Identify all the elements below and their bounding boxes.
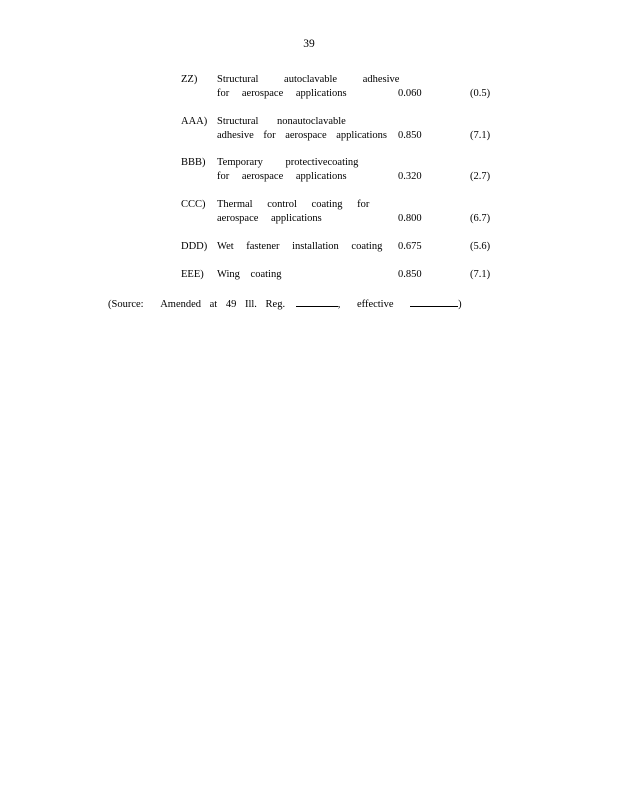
entry-value: 0.320: [398, 171, 422, 182]
entry-parenthetical-value: (6.7): [470, 213, 491, 224]
source-amended-text: Amended at 49 Ill. Reg.: [160, 299, 286, 310]
entry-parenthetical-value: (0.5): [470, 88, 491, 99]
entry-letter: CCC): [181, 199, 206, 210]
description-line: Structural nonautoclavable: [217, 116, 346, 127]
description-line: Wing coating: [217, 269, 282, 280]
entry-description: [217, 268, 387, 282]
entry-value: 0.675: [398, 241, 422, 252]
list-item: [0, 268, 618, 296]
register-blank-line: [296, 296, 338, 307]
description-line: for aerospace applications: [217, 171, 347, 182]
description-line: adhesive for aerospace applications: [217, 130, 387, 141]
entry-description: [217, 73, 400, 101]
entry-value: 0.800: [398, 213, 422, 224]
list-item: [0, 73, 618, 115]
entry-letter: DDD): [181, 241, 208, 252]
entry-description: [217, 156, 387, 184]
entry-letter: ZZ): [181, 74, 198, 85]
entry-value: 0.850: [398, 130, 422, 141]
entry-parenthetical-value: (5.6): [470, 241, 491, 252]
entry-parenthetical-value: (7.1): [470, 130, 491, 141]
description-line: Wet fastener installation coating: [217, 241, 383, 252]
entry-letter: BBB): [181, 157, 206, 168]
description-line: for aerospace applications: [217, 88, 347, 99]
list-item: [0, 115, 618, 156]
description-line: Temporary protectivecoating: [217, 157, 359, 168]
source-effective-text: effective: [356, 299, 394, 310]
entry-letter: AAA): [181, 116, 208, 127]
list-item: [0, 156, 618, 198]
entry-description: [217, 198, 387, 226]
entry-letter: EEE): [181, 269, 204, 280]
entry-value: 0.850: [398, 269, 422, 280]
source-comma: ,: [337, 299, 341, 310]
description-line: Thermal control coating for: [217, 199, 370, 210]
source-close-paren: ): [458, 299, 462, 310]
description-line: aerospace applications: [217, 213, 322, 224]
description-line: Structural autoclavable adhesive: [217, 74, 400, 85]
page-number: 39: [303, 38, 315, 50]
source-prefix: (Source:: [108, 299, 144, 310]
list-item: [0, 198, 618, 240]
entry-value: 0.060: [398, 88, 422, 99]
entry-parenthetical-value: (7.1): [470, 269, 491, 280]
entry-description: [217, 240, 387, 254]
effective-date-blank-line: [410, 296, 458, 307]
source-note: [108, 296, 462, 312]
entry-description: [217, 115, 387, 143]
entry-list: [0, 73, 618, 296]
list-item: [0, 240, 618, 268]
entry-parenthetical-value: (2.7): [470, 171, 491, 182]
